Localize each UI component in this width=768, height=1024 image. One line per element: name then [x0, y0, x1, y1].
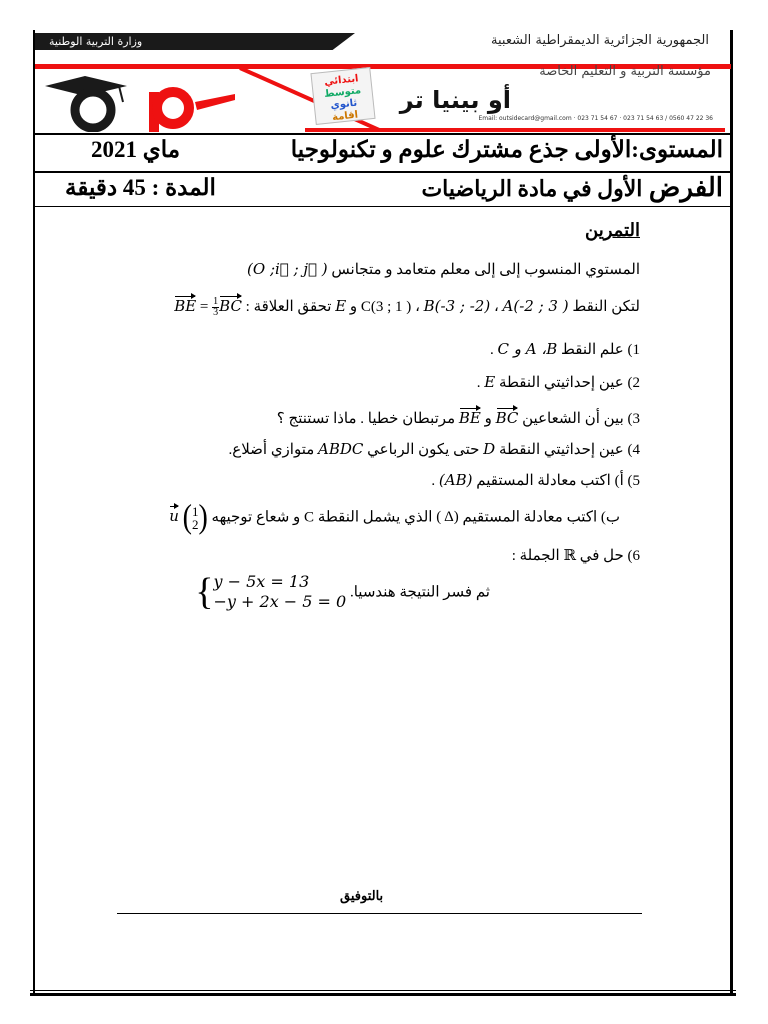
exam-title-sub: الأول في مادة الرياضيات [421, 176, 643, 201]
q6-text: 6) حل في [579, 548, 640, 564]
red-bottom-stripe [305, 128, 725, 132]
q6-interpret: ثم فسر النتيجة هندسيا. [349, 584, 490, 601]
school-name [400, 86, 511, 114]
ministry-label: وزارة التربية الوطنية [49, 35, 143, 48]
left-paren: ( [182, 498, 192, 536]
q3-vector-bc: BC [496, 406, 519, 427]
q3-and: و [484, 411, 492, 427]
equation-system [195, 572, 346, 612]
q3-text-b: مرتبطان خطيا . ماذا تستنتج ؟ [276, 411, 456, 427]
equation-1: y − 5x = 13 [213, 572, 310, 591]
q4-text-a: 4) عين إحداثيتي النقطة [498, 442, 640, 458]
q3-vector-be: BE [459, 406, 481, 427]
vector-u-y: 2 [191, 517, 199, 532]
exam-info-box [35, 133, 731, 207]
point-c: C(3 ; 1 ) [360, 299, 412, 315]
page-frame-bottom [30, 990, 736, 996]
q2-point: E [484, 373, 496, 391]
q5b-line: ( Δ) [436, 509, 459, 526]
badge-level: متوسط [323, 85, 362, 100]
vector-be: BE [174, 294, 196, 315]
q5a-text: 5) أ) اكتب معادلة المستقيم [476, 473, 640, 489]
equation-system-line [195, 572, 490, 612]
point-a: A(-2 ; 3 ) [502, 297, 569, 315]
q5b-point: C [304, 509, 315, 526]
brace-icon: { [195, 571, 214, 613]
badge-level: ثانوي [330, 97, 358, 112]
exam-title-main: الفرض [648, 173, 723, 202]
badge-level: اقامة [331, 109, 359, 124]
republic-label: الجمهورية الجزائرية الديمقراطية الشعبية [491, 33, 709, 48]
relation-label: تحقق العلاقة : [245, 299, 332, 315]
vector-u-x: 1 [191, 504, 199, 519]
q1-points: A ،B و C [497, 340, 558, 358]
institution-label: مؤسسة التربية و التعليم الخاصة [539, 64, 711, 79]
q3-text-a: 3) بين أن الشعاعين [522, 411, 640, 427]
question-5b [169, 498, 620, 536]
vector-u: u [169, 504, 179, 525]
badge-level: ابتدائي [323, 73, 360, 88]
exam-date: ماي 2021 [91, 137, 181, 162]
level-label: المستوى:الأولى جذع مشترك علوم و تكنولوجيا [290, 137, 723, 162]
q4-text-b: حتى يكون الرباعي [367, 442, 480, 458]
closing-wish: بالتوفيق [340, 888, 384, 903]
points-prefix: لتكن النقط [572, 299, 640, 315]
question-5a: 5) أ) اكتب معادلة المستقيم (AB) . [431, 471, 640, 489]
equation-2: −y + 2x − 5 = 0 [213, 592, 347, 611]
q5b-text-b: الذي يشمل النقطة [317, 509, 433, 526]
fraction-num: 1 [213, 296, 219, 308]
q5b-text-c: و شعاع توجيهه [211, 509, 301, 526]
real-numbers-set: ℝ [563, 548, 576, 564]
logo-band [35, 52, 731, 132]
school-logo-icon [45, 72, 235, 132]
school-levels-badge [310, 67, 375, 125]
equations [213, 572, 346, 612]
question-4 [229, 440, 640, 459]
point-b: B(-3 ; -2) [423, 297, 491, 315]
exam-title [421, 173, 723, 203]
question-1: 1) علم النقط A ،B و C . [490, 340, 640, 358]
q4-text-c: متوازي أضلاع. [228, 442, 315, 458]
frame-notation: (O ;i⃗ ; j⃗ ) [247, 260, 328, 278]
question-6 [512, 546, 640, 565]
question-2: 2) عين إحداثيتي النقطة E . [476, 373, 640, 391]
school-header [35, 30, 731, 132]
points-and: و [349, 299, 358, 315]
q2-text: 2) عين إحداثيتي النقطة [498, 375, 640, 391]
vector-relation: BE = $\frac{1}{3}$ BC [174, 294, 242, 318]
q4-quadrilateral: ABDC [318, 440, 364, 458]
bottom-rule [117, 913, 642, 914]
right-paren: ) [198, 498, 208, 536]
exercise-heading: التمرين [585, 220, 640, 240]
exercise-intro [247, 260, 640, 279]
fraction-den: 3 [213, 307, 219, 319]
header-top-strip [35, 30, 731, 52]
question-3 [277, 406, 640, 428]
q5a-line: (AB) [438, 471, 473, 489]
contact-info: Email: outsidecard@gmail.com · 023 71 54 67 · 023 71 54 63 / 0560 47 22 36 [478, 115, 713, 122]
vector-bc: BC [219, 294, 242, 315]
school-name-text: أو بينيا تر [399, 86, 511, 114]
intro-text: المستوي المنسوب إلى إلى معلم متعامد و متجانس [331, 262, 640, 278]
direction-vector [169, 498, 208, 536]
point-e: E [335, 297, 347, 315]
q5b-text-a: ب) اكتب معادلة المستقيم [462, 509, 620, 526]
q6-text-b: الجملة : [511, 548, 560, 564]
q1-text: 1) علم النقط [561, 342, 640, 358]
points-line: لتكن النقط A(-2 ; 3 ) ، B(-3 ; -2) ، C(3 ; 1 ) و E تحقق العلاقة : BE = $\frac{1}{3}$ BC [174, 294, 640, 318]
exam-duration: المدة : 45 دقيقة [65, 175, 216, 200]
q4-point: D [483, 440, 496, 458]
